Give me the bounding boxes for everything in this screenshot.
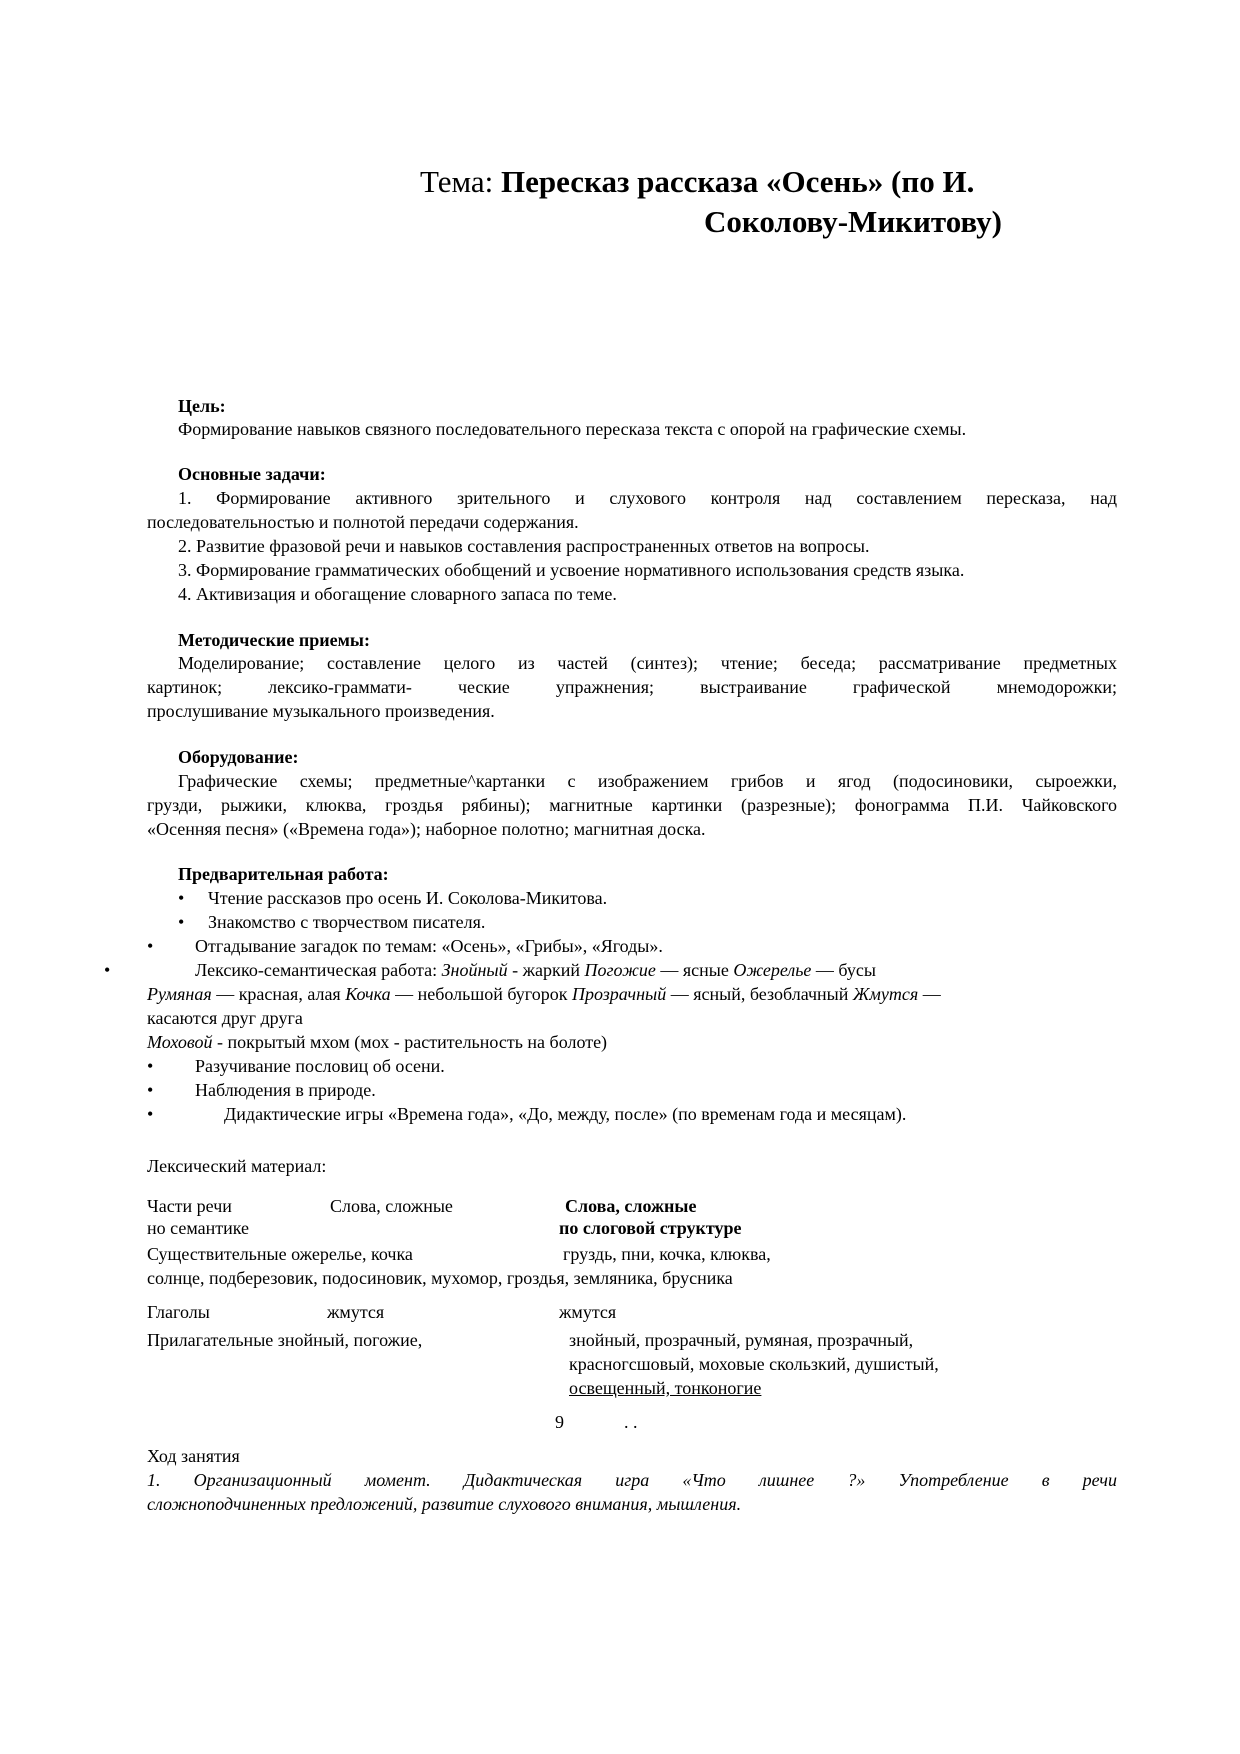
methods-line1: Моделирование; составление целого из частей (синтез); чтение; беседа; рассматривание предметных: [178, 653, 1117, 673]
task-item-3: 3. Формирование грамматических обобщений и усвоение нормативного использования средств языка.: [178, 560, 965, 580]
lexical-verb-semantic: жмутся: [327, 1302, 385, 1322]
lexical-noun-syllable: груздь, пни, кочка, клюква,: [563, 1244, 771, 1264]
lesson-item-1: 1. Организационный момент. Дидактическая игра «Что лишнее ?» Употребление в речи: [147, 1470, 1117, 1490]
task-item-2: 2. Развитие фразовой речи и навыков составления распространенных ответов на вопросы.: [178, 536, 870, 556]
page-title-line2: Соколову-Микитову): [704, 204, 1002, 239]
bullet-icon: •: [178, 888, 185, 908]
bullet-icon: •: [147, 1104, 154, 1124]
bullet-icon: •: [147, 936, 154, 956]
lexical-heading: Лексический материал:: [147, 1156, 327, 1176]
equipment-line2: грузди, рыжики, клюква, гроздья рябины); магнитные картинки (разрезные); фонограмма П.И. Чайковского: [147, 795, 1117, 815]
tasks-heading: Основные задачи:: [178, 464, 326, 484]
methods-line2: картинок; лексико-граммати- ческие упражнения; выстраивание графической мнемодорожки;: [147, 677, 1117, 697]
lexical-noun-row-2: солнце, подберезовик, подосиновик, мухомор, гроздья, земляника, брусника: [147, 1268, 733, 1288]
lesson-item-1-cont: сложноподчиненных предложений, развитие слухового внимания, мышления.: [147, 1494, 742, 1514]
prework-lexical-line3: касаются друг друга: [147, 1008, 303, 1028]
equipment-line1: Графические схемы; предметные^картанки с изображением грибов и ягод (подосиновики, сыроежки,: [178, 771, 1117, 791]
task-item-4: 4. Активизация и обогащение словарного запаса по теме.: [178, 584, 617, 604]
prework-lexical-line1: Лексико-семантическая работа: Знойный - жаркий Погожие — ясные Ожерелье — бусы: [195, 960, 876, 980]
page-title: [420, 162, 974, 202]
title-line1: Пересказ рассказа «Осень» (по И.: [501, 164, 975, 199]
prework-item-5: Наблюдения в природе.: [195, 1080, 376, 1100]
lesson-heading: Ход занятия: [147, 1446, 240, 1466]
bullet-icon: •: [147, 1056, 154, 1076]
lexical-noun-row: Существительные ожерелье, кочка: [147, 1244, 413, 1264]
lexical-col1-header-2: но семантике: [147, 1218, 250, 1238]
lexical-col1-header: Части речи: [147, 1196, 232, 1216]
lexical-verb-syllable: жмутся: [559, 1302, 617, 1322]
goal-text: Формирование навыков связного последовательного пересказа текста с опорой на графические схемы.: [178, 419, 967, 439]
prework-item-4: Разучивание пословиц об осени.: [195, 1056, 445, 1076]
prework-item-1: Чтение рассказов про осень И. Соколова-Микитова.: [208, 888, 608, 908]
lexical-verb-label: Глаголы: [147, 1302, 210, 1322]
prework-item-2: Знакомство с творчеством писателя.: [208, 912, 486, 932]
task-item-1: 1. Формирование активного зрительного и слухового контроля над составлением пересказа, над: [178, 488, 1117, 508]
bullet-icon: •: [104, 960, 111, 980]
methods-line3: прослушивание музыкального произведения.: [147, 701, 495, 721]
lexical-col3-header-2: по слоговой структуре: [559, 1218, 742, 1238]
bullet-icon: •: [178, 912, 185, 932]
page-marks: . .: [624, 1412, 638, 1432]
lexical-adj-syllable-2: красногсшовый, моховые скользкий, душистый,: [569, 1354, 939, 1374]
prework-lexical-line4: Моховой - покрытый мхом (мох - растительность на болоте): [147, 1032, 608, 1052]
bullet-icon: •: [147, 1080, 154, 1100]
lexical-col2-header: Слова, сложные: [330, 1196, 453, 1216]
lexical-adj-syllable-3: освещенный, тонконогие: [569, 1378, 762, 1398]
lexical-col3-header: Слова, сложные: [565, 1196, 697, 1216]
prework-lexical-line2: Румяная — красная, алая Кочка — небольшой бугорок Прозрачный — ясный, безоблачный Жмутся —: [147, 984, 941, 1004]
prework-item-3: Отгадывание загадок по темам: «Осень», «Грибы», «Ягоды».: [195, 936, 663, 956]
prework-heading: Предварительная работа:: [178, 864, 389, 884]
equipment-heading: Оборудование:: [178, 747, 299, 767]
prework-item-6: Дидактические игры «Времена года», «До, между, после» (по временам года и месяцам).: [224, 1104, 907, 1124]
task-item-1-cont: последовательностью и полнотой передачи содержания.: [147, 512, 579, 532]
lexical-adj-row: Прилагательные знойный, погожие,: [147, 1330, 423, 1350]
equipment-line3: «Осенняя песня» («Времена года»); наборное полотно; магнитная доска.: [147, 819, 706, 839]
goal-heading: Цель:: [178, 396, 226, 416]
methods-heading: Методические приемы:: [178, 630, 370, 650]
page-number: 9: [555, 1412, 564, 1432]
title-prefix: Тема:: [420, 164, 502, 199]
lexical-adj-syllable-1: знойный, прозрачный, румяная, прозрачный,: [569, 1330, 914, 1350]
